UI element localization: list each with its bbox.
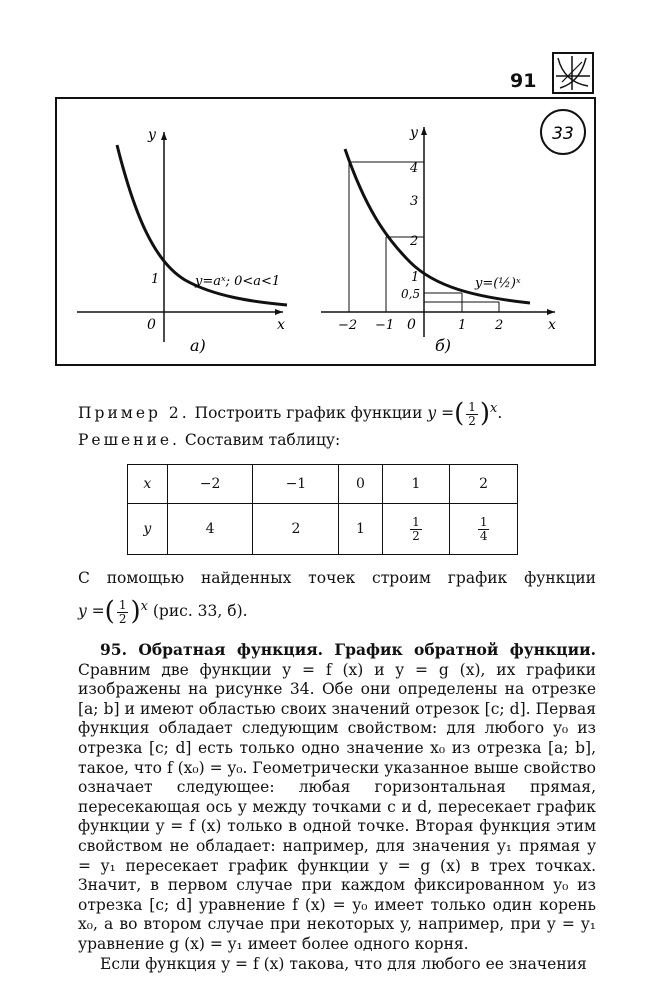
page-number: 91 — [510, 70, 537, 92]
section-heading: 95. Обратная функция. График обратной функции. — [100, 640, 596, 659]
right-x-tick: −2 — [338, 318, 358, 333]
figure-33 — [55, 97, 596, 366]
left-graph — [77, 127, 287, 355]
table-cell: x — [128, 465, 168, 504]
example-fraction: $\frac{1}{2}$ — [468, 399, 476, 428]
graph-corner-icon — [552, 52, 594, 94]
left-caption: а) — [190, 336, 206, 355]
after-table-line2: y =( $\frac{1}{2}$ )$^x$ (рис. 33, б). — [78, 596, 248, 627]
table-cell: 4 — [167, 504, 253, 555]
table-cell: −1 — [253, 465, 339, 504]
table-cell: 2 — [450, 465, 518, 504]
table-cell: 0 — [339, 465, 382, 504]
table-row-x — [128, 465, 518, 504]
table-cell: 1 — [339, 504, 382, 555]
table-cell: $\frac{1}{2}$ — [382, 504, 450, 555]
left-formula: y=aˣ; 0<a<1 — [195, 274, 281, 289]
left-tick-one: 1 — [151, 272, 160, 287]
right-x-tick: 2 — [495, 318, 504, 333]
values-table — [127, 464, 518, 555]
table-cell: 2 — [253, 504, 339, 555]
table-row-y — [128, 504, 518, 555]
right-y-tick: 2 — [410, 234, 419, 249]
figure-badge: 33 — [552, 124, 574, 144]
table-cell: −2 — [167, 465, 253, 504]
example-label: Пример 2. — [78, 404, 190, 423]
section-body: Сравним две функции y = f (x) и y = g (x), их графики изображены на рисунке 34. Обе они определены на отрезке [a; b] и имеют областью своих значений отрезок [c; d]. Первая функция обладает следующим свойством: для любого y₀ из отрезка [c; d] есть только одно значение x₀ из отрезка [a; b], такое, что f (x₀) = y₀. Геометрически указанное выше свойство означает следующее: любая горизонтальная прямая, пересекающая ось y между точками c и d, пересекает график функции y = f (x) только в одной точке. Вторая функция этим свойством не обладает: например, для значения y₁ прямая y = y₁ пересекает график функции y = g (x) в трех точках. Значит, в первом случае при каждом фиксированном y₀ из отрезка [c; d] уравнение f (x) = y₀ имеет только один корень x₀, а во втором случае при некоторых y, например, при y = y₁ уравнение g (x) = y₁ имеет более одного корня. — [78, 660, 596, 953]
solution-line — [78, 430, 596, 451]
right-graph — [321, 125, 556, 355]
solution-label: Решение. — [78, 431, 180, 449]
section-last-line: Если функция y = f (x) такова, что для любого ее значения — [100, 954, 587, 973]
right-y-tick: 4 — [410, 161, 419, 176]
left-origin: 0 — [147, 317, 156, 333]
after-table-line1: С помощью найденных точек строим график функции — [78, 569, 596, 587]
right-x-tick: −1 — [375, 318, 395, 333]
table-cell: 1 — [382, 465, 450, 504]
right-y-tick: 3 — [410, 194, 419, 209]
left-axis-x: x — [277, 317, 285, 333]
example-lhs: y = — [427, 404, 455, 423]
right-y-tick: 0,5 — [401, 287, 421, 301]
table-cell: $\frac{1}{4}$ — [450, 504, 518, 555]
right-axis-y: y — [410, 125, 418, 141]
solution-text: Составим таблицу: — [184, 431, 341, 449]
right-origin: 0 — [407, 317, 416, 333]
example-text: Построить график функции — [194, 404, 423, 423]
left-axis-y: y — [148, 127, 156, 143]
right-caption: б) — [435, 336, 452, 355]
right-formula: y=(½)ˣ — [475, 276, 521, 291]
right-axis-x: x — [548, 317, 556, 333]
example-line: Пример 2. Построить график функции y =( $\frac{1}{2}$ )$^x$. — [78, 398, 503, 429]
right-y-tick: 1 — [411, 270, 420, 285]
section-95 — [78, 640, 596, 974]
right-x-tick: 1 — [458, 318, 467, 333]
table-cell: y — [128, 504, 168, 555]
